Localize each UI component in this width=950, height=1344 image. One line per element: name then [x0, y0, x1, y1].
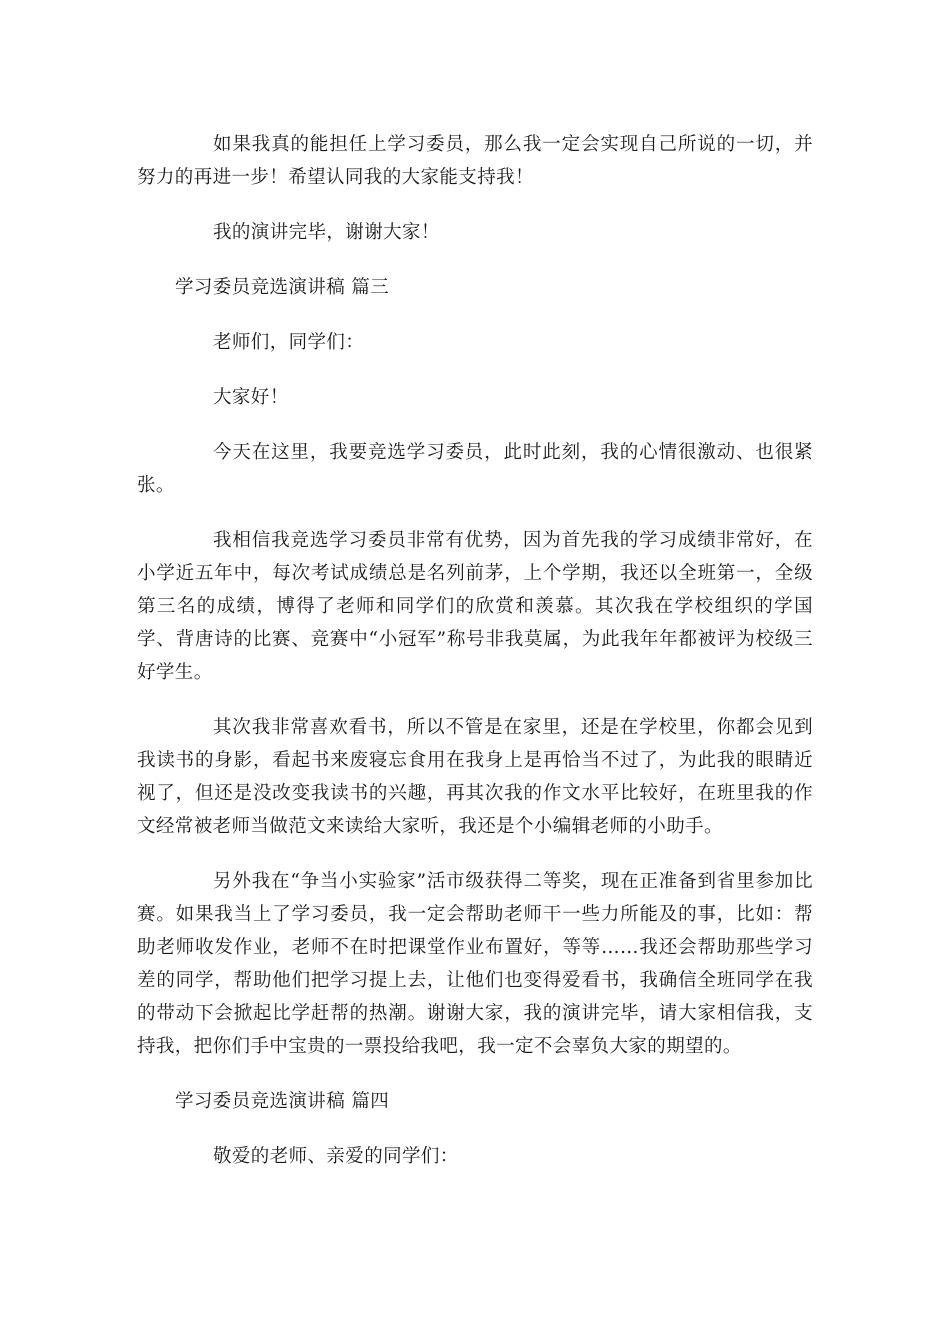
paragraph: 今天在这里，我要竞选学习委员，此时此刻，我的心情很激动、也很紧张。 — [137, 442, 813, 496]
paragraph: 其次我非常喜欢看书，所以不管是在家里，还是在学校里，你都会见到我读书的身影，看起书来废寝忘食用在我身上是再恰当不过了，为此我的眼睛近视了，但还是没改变我读书的兴趣，再其次我的作文水平比较好，在班里我的作文经常被老师当做范文来读给大家听，我还是个小编辑老师的小助手。 — [137, 717, 813, 837]
paragraph: 我相信我竞选学习委员非常有优势，因为首先我的学习成绩非常好，在小学近五年中，每次考试成绩总是名列前茅，上个学期，我还以全班第一，全级第三名的成绩，博得了老师和同学们的欣赏和羡慕。其次我在学校组织的学国学、背唐诗的比赛、竞赛中“小冠军”称号非我莫属，为此我年年都被评为校级三好学生。 — [137, 530, 813, 683]
paragraph: 老师们，同学们： — [213, 332, 365, 353]
paragraph: 敬爱的老师、亲爱的同学们： — [213, 1146, 459, 1167]
section-heading: 学习委员竞选演讲稿 篇四 — [175, 1091, 390, 1112]
paragraph: 我的演讲完毕，谢谢大家！ — [213, 222, 440, 243]
paragraph: 另外我在“争当小实验家”活市级获得二等奖，现在正准备到省里参加比赛。如果我当上了学习委员，我一定会帮助老师干一些力所能及的事，比如：帮助老师收发作业，老师不在时把课堂作业布置好，等等……我还会帮助那些学习差的同学，帮助他们把学习提上去，让他们也变得爱看书，我确信全班同学在我的带动下会掀起比学赶帮的热潮。谢谢大家，我的演讲完毕，请大家相信我，支持我，把你们手中宝贵的一票投给我吧，我一定不会辜负大家的期望的。 — [137, 871, 813, 1057]
paragraph: 大家好！ — [213, 387, 289, 408]
document-page — [137, 128, 813, 1173]
paragraph: 如果我真的能担任上学习委员，那么我一定会实现自己所说的一切，并努力的再进一步！希望认同我的大家能支持我！ — [137, 134, 813, 188]
section-heading: 学习委员竞选演讲稿 篇三 — [175, 277, 390, 298]
